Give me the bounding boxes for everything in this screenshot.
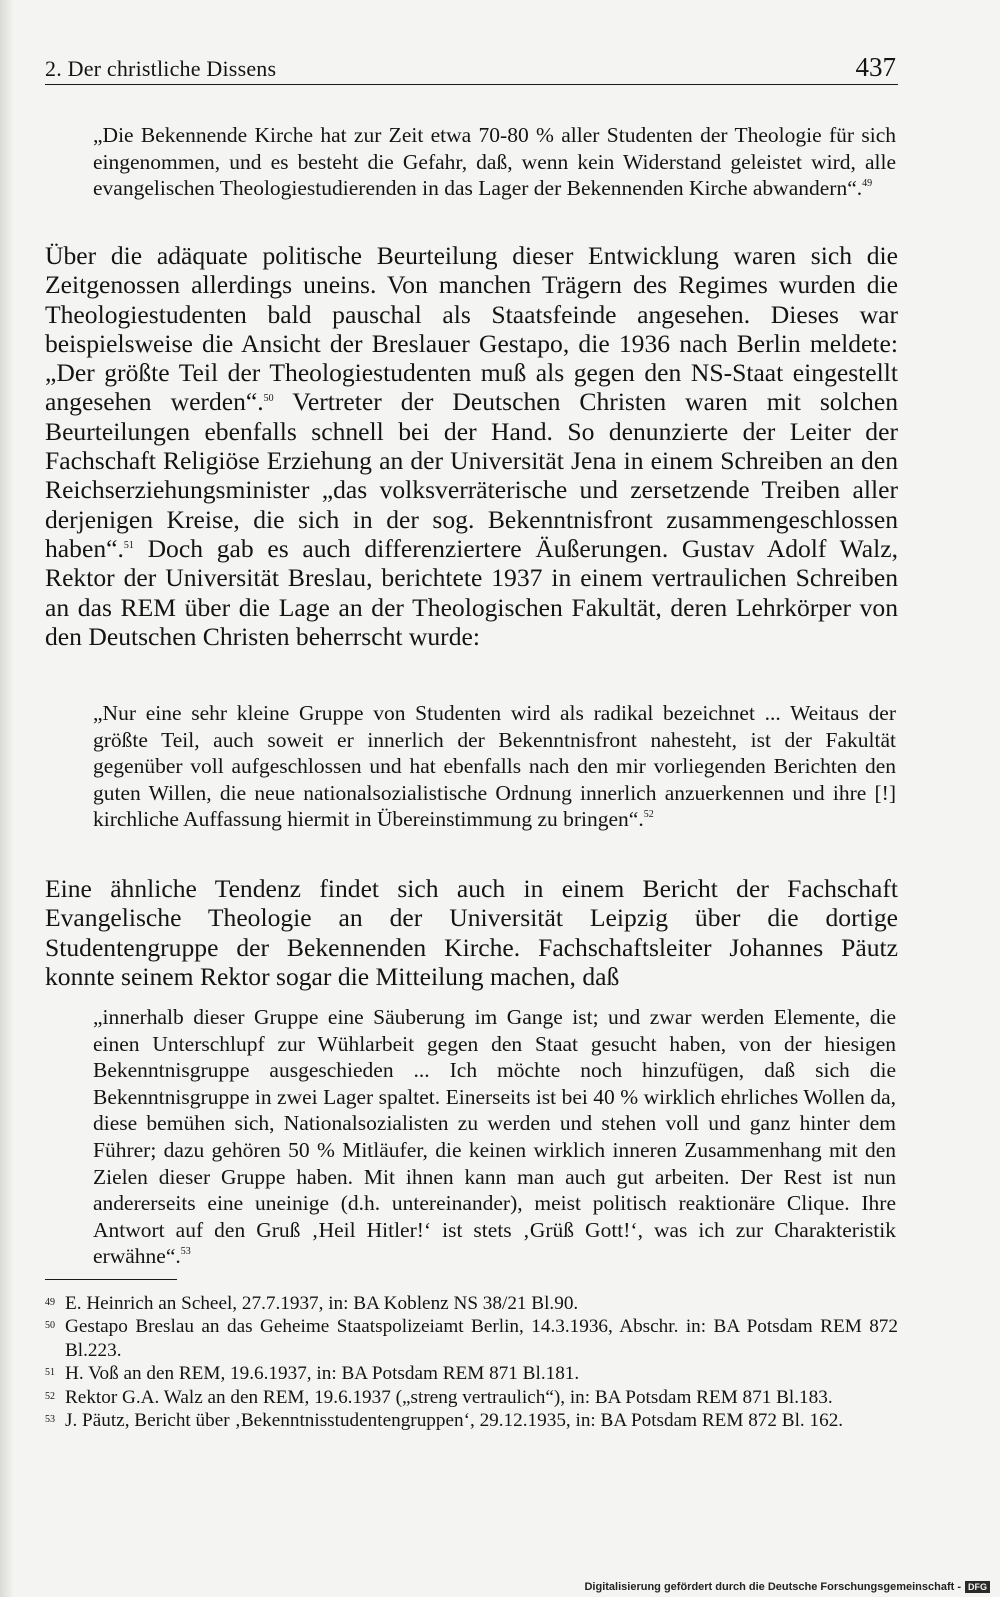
footnote-ref-51[interactable]: 51 bbox=[123, 539, 134, 551]
footnote-text: J. Päutz, Bericht über ‚Bekenntnisstudentengruppen‘, 29.12.1935, in: BA Potsdam REM 872 Bl. 162. bbox=[65, 1410, 844, 1432]
footnote-separator bbox=[45, 1279, 177, 1280]
footnote-mark: 49 bbox=[45, 1297, 55, 1308]
paragraph-text: Eine ähnliche Tendenz findet sich auch in einem Bericht der Fachschaft Evangelische Theologie an der Universität Leipzig über die dortige Studentengruppe der Bekennenden Kirche. Fachschaftsleiter Johannes Päutz konnte seinem Rektor sogar die Mitteilung machen, daß bbox=[45, 874, 898, 991]
block-quote-1 bbox=[93, 122, 896, 202]
page-gutter-shadow bbox=[0, 0, 14, 1597]
running-header bbox=[45, 50, 898, 85]
footnote-mark: 52 bbox=[45, 1390, 55, 1402]
paragraph-text: Über die adäquate politische Beurteilung dieser Entwicklung waren sich die Zeitgenossen allerdings uneins. Von manchen Trägern des Regimes wurden die Theologiestudenten bald pauschal als Staatsfeinde angesehen. Dieses war beispielsweise die Ansicht der Breslauer Gestapo, die 1936 nach Berlin meldete: „Der größte Teil der Theologiestudenten muß als gegen den NS-Staat eingestellt angesehen werden“. bbox=[45, 241, 898, 417]
page-number: 437 bbox=[855, 52, 896, 82]
footnote-49 bbox=[45, 1292, 898, 1315]
footnote-ref-50[interactable]: 50 bbox=[263, 393, 274, 405]
body-paragraph-2 bbox=[45, 874, 898, 991]
quote-text: „innerhalb dieser Gruppe eine Säuberung im Gange ist; und zwar werden Elemente, die einen Unterschlupf zur Wühlarbeit gegen den Staat gesucht haben, von der hiesigen Bekenntnisgruppe ausgeschieden ... Ich möchte noch hinzufügen, daß sich die Bekenntnisgruppe in zwei Lager spaltet. Einerseits ist bei 40 % wirklich ehrliches Wollen da, diese bemühen sich, Nationalsozialisten zu werden und stehen voll und ganz hinter dem Führer; dazu gehören 50 % Mitläufer, die keinen wirklich inneren Zusammenhang mit den Zielen dieser Gruppe haben. Mit ihnen kann man auch gut arbeiten. Der Rest ist nun andererseits eine uneinige (d.h. untereinander), meist politisch reaktionäre Clique. Ihre Antwort auf den Gruß ‚Heil Hitler!‘ ist stets ‚Grüß Gott!‘, was ich zur Charakteristik erwähne“. bbox=[93, 1005, 896, 1269]
footnote-mark: 50 bbox=[45, 1320, 55, 1332]
quote-text: „Nur eine sehr kleine Gruppe von Studenten wird als radikal bezeichnet ... Weitaus der größte Teil, auch soweit er innerlich der Bekenntnisfront nahesteht, ist der Fakultät gegenüber voll aufgeschlossen und hat ebenfalls nach den mir vorliegenden Berichten den guten Willen, die neue nationalsozialistische Ordnung innerlich anzuerkennen und ihre [!] kirchliche Auffassung hiermit in Übereinstimmung zu bringen“. bbox=[93, 701, 896, 832]
footnote-53 bbox=[45, 1409, 898, 1432]
footnotes bbox=[45, 1292, 898, 1432]
footnote-50 bbox=[45, 1315, 898, 1362]
credit-text: Digitalisierung gefördert durch die Deutsche Forschungsgemeinschaft - bbox=[584, 1581, 961, 1593]
footnote-mark: 53 bbox=[45, 1414, 55, 1426]
footnote-51 bbox=[45, 1362, 898, 1385]
footnote-text: E. Heinrich an Scheel, 27.7.1937, in: BA Koblenz NS 38/21 Bl.90. bbox=[65, 1293, 579, 1314]
block-quote-3 bbox=[93, 1004, 896, 1270]
footnote-mark: 51 bbox=[45, 1367, 55, 1379]
footnote-ref-53[interactable]: 53 bbox=[180, 1246, 191, 1258]
footnote-ref-52[interactable]: 52 bbox=[643, 809, 654, 821]
footnote-52 bbox=[45, 1386, 898, 1409]
footnote-text: H. Voß an den REM, 19.6.1937, in: BA Potsdam REM 871 Bl.181. bbox=[65, 1363, 580, 1385]
footnote-ref-49[interactable]: 49 bbox=[862, 178, 873, 190]
paragraph-text: Vertreter der Deutschen Christen waren mit solchen Beurteilungen ebenfalls schnell bei der Hand. So denunzierte der Leiter der Fachschaft Religiöse Erziehung an der Universität Jena in einem Schreiben an den Reichserziehungsminister „das volksverräterische und zersetzende Treiben aller derjenigen Kreise, die sich in der sog. Bekenntnisfront zusammengeschlossen haben“. bbox=[45, 387, 899, 563]
body-paragraph-1 bbox=[45, 241, 898, 651]
dfg-logo-icon: DFG bbox=[965, 1581, 990, 1593]
paragraph-text: Doch gab es auch differenziertere Äußerungen. Gustav Adolf Walz, Rektor der Universität Breslau, berichtete 1937 in einem vertraulichen Schreiben an das REM über die Lage an der Theologischen Fakultät, deren Lehrkörper von den Deutschen Christen beherrscht wurde: bbox=[45, 533, 898, 651]
footnote-text: Gestapo Breslau an das Geheime Staatspolizeiamt Berlin, 14.3.1936, Abschr. in: BA Potsdam REM 872 Bl.223. bbox=[65, 1316, 898, 1361]
block-quote-2 bbox=[93, 700, 896, 833]
footnote-text: Rektor G.A. Walz an den REM, 19.6.1937 („streng vertraulich“), in: BA Potsdam REM 871 Bl.183. bbox=[65, 1386, 833, 1408]
quote-text: „Die Bekennende Kirche hat zur Zeit etwa 70-80 % aller Studenten der Theologie für sich eingenommen, und es besteht die Gefahr, daß, wenn kein Widerstand geleistet wird, alle evangelischen Theologiestudierenden in das Lager der Bekennenden Kirche abwandern“. bbox=[93, 123, 896, 201]
digitization-credit bbox=[584, 1581, 990, 1593]
running-title: 2. Der christliche Dissens bbox=[45, 56, 277, 81]
